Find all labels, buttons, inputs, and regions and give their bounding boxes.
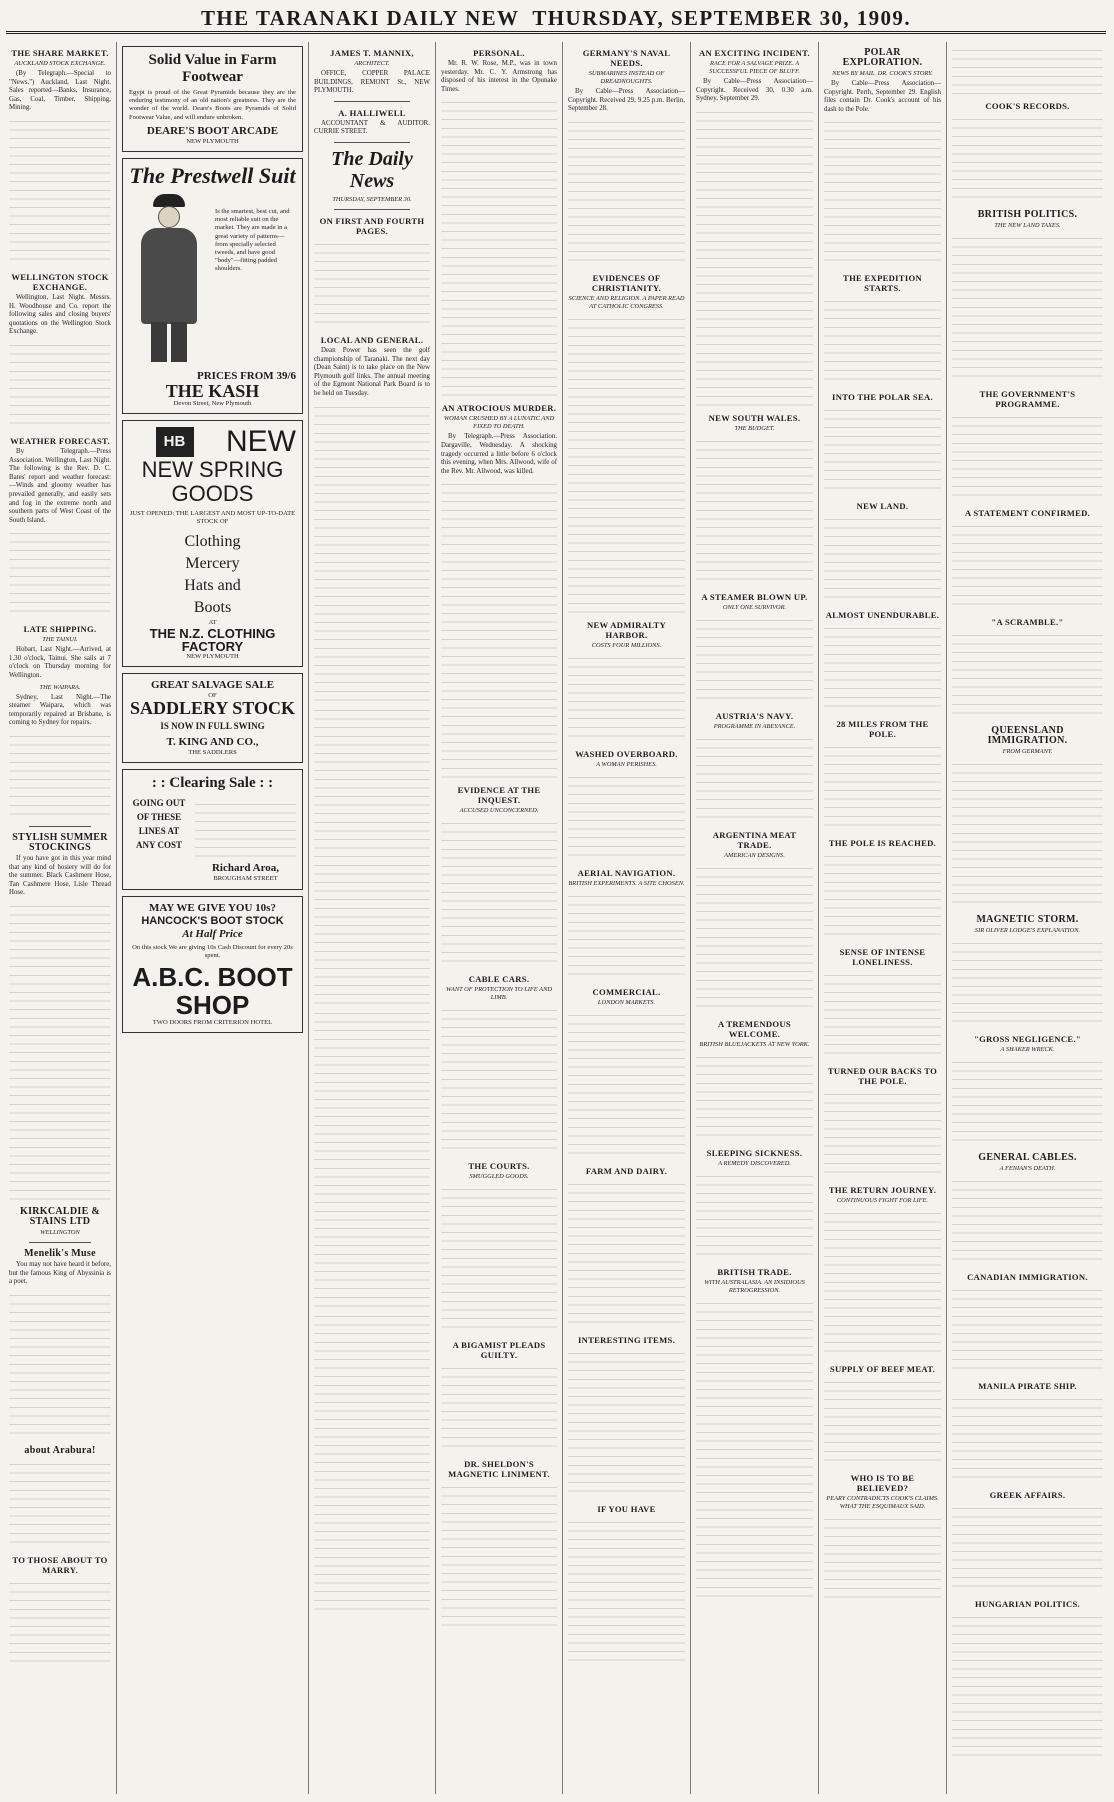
text-block: [568, 314, 685, 614]
text-block: [568, 1517, 685, 1667]
text-block: [441, 1482, 557, 1632]
believed-sub: PEARY CONTRADICTS COOK'S CLAIMS. WHAT THE ESQUIMAUX SAID.: [826, 1495, 939, 1511]
text-block: [696, 436, 813, 586]
tainui-body: Hobart, Last Night.—Arrived, at 1.30 o'clock, Tainui. She sails at 7 o'clock on Thursday morning for Wellington.: [9, 646, 111, 680]
daily-news-date: THURSDAY, SEPTEMBER 30.: [332, 195, 412, 203]
murder-body: By Telegraph.—Press Association. Dargaville, Wednesday. A shocking tragedy occurred a little before 6 o'clock this evening, when Mrs. Allwood, wife of the Rev. Mr. Allwood, was killed.: [441, 433, 557, 475]
t-king-brand: T. KING AND CO.,: [166, 736, 259, 749]
aerial-heading: AERIAL NAVIGATION.: [577, 867, 676, 878]
auckland-exchange-subheading: AUCKLAND STOCK EXCHANGE.: [14, 60, 106, 67]
spring-goods-at: AT: [208, 618, 217, 626]
germany-body: By Cable—Press Association—Copyright. Received 29, 9.25 p.m. Berlin, September 28.: [568, 88, 685, 113]
hb-logo-icon: HB: [156, 427, 194, 457]
unendurable-heading: ALMOST UNENDURABLE.: [825, 610, 940, 621]
general-cables-heading: GENERAL CABLES.: [978, 1152, 1077, 1163]
text-block: [568, 772, 685, 862]
exciting-incident-sub: RACE FOR A SALVAGE PRIZE. A SUCCESSFUL PIECE OF BLUFF.: [709, 60, 800, 75]
cable-cars-heading: CABLE CARS.: [468, 974, 530, 985]
mannix-heading: JAMES T. MANNIX,: [330, 48, 414, 58]
british-politics-sub: THE NEW LAND TAXES.: [994, 222, 1061, 229]
spring-goods-item-4: Boots: [193, 598, 232, 616]
exciting-incident-heading: AN EXCITING INCIDENT.: [699, 48, 810, 58]
text-block: [9, 528, 111, 618]
text-block: [824, 514, 941, 604]
28-miles-heading: 28 MILES FROM THE POLE.: [836, 719, 929, 740]
germany-heading: GERMANY'S NAVAL NEEDS.: [582, 48, 671, 68]
column-6: [690, 42, 818, 1794]
germany-sub: SUBMARINES INSTEAD OF DREADNOUGHTS.: [588, 70, 665, 85]
text-block: [952, 1057, 1103, 1147]
welcome-heading: A TREMENDOUS WELCOME.: [718, 1018, 791, 1039]
text-block: [952, 114, 1103, 204]
column-4: [435, 42, 562, 1794]
steamer-heading: A STEAMER BLOWN UP.: [701, 591, 808, 602]
text-block: [824, 117, 941, 267]
text-block: [952, 759, 1103, 909]
farm-dairy-heading: FARM AND DAIRY.: [585, 1165, 668, 1176]
polar-body: By Cable—Press Association—Copyright. Perth, September 29. English files contain Dr. Cook's account of his dash to the Pole.: [824, 80, 941, 113]
abc-ad-sub: HANCOCK'S BOOT STOCK: [141, 914, 284, 927]
statement-confirmed-heading: A STATEMENT CONFIRMED.: [964, 508, 1091, 518]
admiralty-sub: COSTS FOUR MILLIONS.: [591, 641, 662, 649]
manila-heading: MANILA PIRATE SHIP.: [978, 1381, 1077, 1391]
text-block: [195, 799, 296, 859]
christianity-heading: EVIDENCES OF CHRISTIANITY.: [591, 272, 662, 293]
text-block: [952, 630, 1103, 720]
local-general-body: Dean Power has seen the golf championship of Taranaki. The next day (Dean Saint) is to take place on the New Plymouth golf links. The annual meeting of the Egmont National Park Board is to be held on Tuesday.: [314, 346, 430, 397]
negligence-heading: "GROSS NEGLIGENCE.": [974, 1034, 1081, 1044]
column-5: [562, 42, 690, 1794]
text-block: [441, 479, 557, 779]
cable-cars-sub: WANT OF PROTECTION TO LIFE AND LIMB.: [446, 986, 552, 1002]
text-block: [824, 623, 941, 713]
prestwell-ad-prices: PRICES FROM 39/6: [197, 370, 296, 383]
tainui-subheading: THE TAINUI.: [42, 636, 78, 644]
text-block: [9, 116, 111, 266]
spring-goods-item-3: Hats and: [184, 576, 241, 594]
interesting-items-heading: INTERESTING ITEMS.: [577, 1334, 676, 1345]
prestwell-ad-body: Is the smartest, best cut, and most reliable suit on the market. They are made in a great variety of patterns—from specially selected tweeds, and have good "body"—fitting padded shoulders.: [215, 208, 290, 273]
beef-meat-heading: SUPPLY OF BEEF MEAT.: [829, 1364, 936, 1375]
backs-to-pole-heading: TURNED OUR BACKS TO THE POLE.: [827, 1066, 938, 1087]
marry-heading: TO THOSE ABOUT TO MARRY.: [12, 1554, 108, 1575]
wellington-exchange-body: Wellington, Last Night. Messrs. H. Woodhouse and Co. report the following sales and closing buyers' quotations on the Wellington Stock Exchange.: [9, 293, 111, 336]
polar-sea-heading: INTO THE POLAR SEA.: [832, 392, 933, 403]
text-block: [952, 45, 1103, 95]
kirkcaldie-heading: KIRKCALDIE & STAINS LTD: [20, 1206, 100, 1227]
spring-goods-title: NEW SPRING GOODS: [141, 457, 284, 507]
pages-heading: ON FIRST AND FOURTH PAGES.: [319, 215, 425, 236]
text-block: [314, 402, 430, 702]
overboard-sub: A WOMAN PERISHES.: [596, 760, 657, 768]
steamer-sub: ONLY ONE SURVIVOR.: [722, 603, 787, 611]
text-block: [824, 970, 941, 1060]
text-block: [696, 1171, 813, 1261]
column-7: [818, 42, 946, 1794]
return-journey-heading: THE RETURN JOURNEY.: [828, 1185, 937, 1196]
nz-clothing-factory: THE N.Z. CLOTHING FACTORY: [149, 625, 276, 654]
abc-ad-body: On this stock We are giving 10s Cash Discount for every 20s spent.: [132, 943, 293, 959]
abc-ad-brand: A.B.C. BOOT SHOP: [132, 962, 293, 1021]
column-2-ads: [116, 42, 308, 1794]
polar-heading: POLAR EXPLORATION.: [842, 47, 923, 68]
text-block: [9, 1459, 111, 1549]
weather-forecast-body: By Telegraph.—Press Association. Wellington, Last Night. The following is the Rev. D. C. Bates' report and weather forecast:—Winds and gloomy weather has prevailed generally, and easily sets and fog in the extreme north and southern parts of West Coast of the South Island.: [9, 447, 111, 524]
text-block: [314, 1008, 430, 1308]
spring-goods-new: NEW: [226, 425, 296, 459]
welcome-sub: BRITISH BLUEJACKETS AT NEW YORK.: [699, 1040, 810, 1048]
column-3: [308, 42, 435, 1794]
christianity-sub: SCIENCE AND RELIGION. A PAPER READ AT CATHOLIC CONGRESS.: [568, 294, 685, 310]
kirkcaldie-place: WELLINGTON: [40, 1229, 80, 1236]
man-in-suit-illustration: [129, 194, 209, 364]
argentina-sub: AMERICAN DESIGNS.: [724, 851, 785, 859]
salvage-sale-of: OF: [208, 692, 217, 700]
text-block: [696, 734, 813, 824]
kash-brand: THE KASH: [165, 381, 260, 402]
divider: [29, 826, 91, 827]
late-shipping-heading: LATE SHIPPING.: [23, 624, 97, 635]
text-block: [441, 1005, 557, 1155]
text-block: [696, 1298, 813, 1598]
abc-ad-title: MAY WE GIVE YOU 10s?: [149, 901, 276, 914]
t-king-tag: THE SADDLERS: [188, 749, 237, 757]
text-block: [314, 1311, 430, 1611]
admiralty-heading: NEW ADMIRALTY HARBOR.: [586, 619, 667, 640]
stockings-heading: STYLISH SUMMER STOCKINGS: [12, 832, 108, 854]
text-block: [696, 1052, 813, 1142]
abc-boot-shop-ad: [122, 896, 303, 1034]
believed-heading: WHO IS TO BE BELIEVED?: [850, 1473, 915, 1494]
mannix-body: OFFICE, COPPER PALACE BUILDINGS, REMONT St., NEW PLYMOUTH.: [314, 70, 430, 95]
text-block: [952, 412, 1103, 502]
queensland-sub: FROM GERMANY.: [1002, 748, 1053, 755]
queensland-heading: QUEENSLAND IMMIGRATION.: [987, 725, 1068, 746]
text-block: [314, 239, 430, 329]
government-programme-heading: THE GOVERNMENT'S PROGRAMME.: [979, 389, 1076, 409]
austria-heading: AUSTRIA'S NAVY.: [715, 710, 794, 721]
expedition-heading: THE EXPEDITION STARTS.: [843, 273, 922, 294]
text-block: [824, 742, 941, 832]
text-block: [952, 1503, 1103, 1593]
waipara-subheading: THE WAIPARA.: [39, 683, 81, 691]
text-block: [952, 233, 1103, 383]
commercial-heading: COMMERCIAL.: [592, 986, 661, 997]
courts-sub: SMUGGLED GOODS.: [469, 1173, 529, 1181]
text-block: [568, 1010, 685, 1160]
text-block: [441, 1184, 557, 1334]
wellington-exchange-heading: WELLINGTON STOCK EXCHANGE.: [11, 271, 109, 292]
general-cables-sub: A FENIAN'S DEATH.: [999, 1165, 1056, 1172]
text-block: [568, 891, 685, 981]
canadian-immigration-heading: CANADIAN IMMIGRATION.: [967, 1272, 1088, 1282]
text-block: [9, 340, 111, 430]
text-block: [568, 653, 685, 743]
british-trade-sub: WITH AUSTRALASIA. AN INSIDIOUS RETROGRESSION.: [704, 1278, 805, 1294]
scramble-heading: "A SCRAMBLE.": [991, 617, 1064, 627]
column-8: [946, 42, 1108, 1794]
murder-sub: WOMAN CRUSHED BY A LUNATIC AND FIXED TO DEATH.: [443, 415, 555, 431]
text-block: [441, 818, 557, 968]
masthead: [6, 4, 1106, 34]
cooks-records-heading: COOK'S RECORDS.: [985, 101, 1070, 111]
text-block: [9, 1290, 111, 1440]
deares-ad-title: Solid Value in Farm Footwear: [148, 52, 277, 85]
commercial-sub: LONDON MARKETS.: [597, 998, 656, 1006]
text-block: [9, 1578, 111, 1668]
text-block: [314, 705, 430, 1005]
weather-forecast-heading: WEATHER FORECAST.: [10, 435, 110, 446]
sleeping-sickness-sub: A REMEDY DISCOVERED.: [718, 1159, 791, 1167]
clearing-sale-title: : : Clearing Sale : :: [151, 775, 274, 792]
spring-goods-item-1: Clothing: [184, 532, 241, 550]
loneliness-heading: SENSE OF INTENSE LONELINESS.: [839, 947, 926, 968]
return-journey-sub: CONTINUOUS FIGHT FOR LIFE.: [836, 1197, 929, 1205]
stockings-body: If you have got in this year mind that any kind of hosiery will do for the summer. Black Cashmere Hose, Tan Cashmere Hose, Lisle Thread Hose.: [9, 855, 111, 897]
clearing-sale-ad: [122, 769, 303, 889]
halliwell-heading: A. HALLIWELL: [338, 107, 406, 118]
mannix-sub: ARCHITECT.: [354, 60, 390, 67]
deares-ad-body: Egypt is proud of the Great Pyramids because they are the enduring testimony of an old nation's greatness. They are the wonder of the world. Deare's Boots are Pyramids of Solid Footwear Value, and will endure unbroken.: [129, 89, 296, 121]
if-you-have-heading: IF YOU HAVE: [597, 1503, 656, 1514]
masthead-title: THE TARANAKI DAILY NEW THURSDAY, SEPTEMBER 30, 1909.: [201, 6, 911, 30]
richard-aroa-place: BROUGHAM STREET: [213, 875, 278, 883]
negligence-sub: A SHAKER WRECK.: [1000, 1046, 1055, 1053]
text-block: [952, 521, 1103, 611]
text-block: [568, 1348, 685, 1498]
inquest-heading: EVIDENCE AT THE INQUEST.: [457, 785, 541, 806]
arabura-heading: about Arabura!: [24, 1444, 96, 1456]
text-block: [824, 296, 941, 386]
spring-goods-ad: [122, 420, 303, 667]
text-block: [824, 851, 941, 941]
divider: [334, 142, 410, 143]
richard-aroa-brand: Richard Aroa,: [211, 862, 280, 875]
text-block: [696, 863, 813, 1013]
british-trade-heading: BRITISH TRADE.: [717, 1266, 792, 1277]
text-block: [824, 1089, 941, 1179]
auckland-exchange-body: (By Telegraph.—Special to "News.") Auckland, Last Night. Sales reported—Banks, Insurance, Gas, Coal, Timber, Shipping, Mining.: [9, 70, 111, 112]
menelik-body: You may not have heard it before, but the famous King of Abyssinia is a poet.: [9, 1261, 111, 1286]
prestwell-ad: [122, 158, 303, 414]
exciting-incident-body: By Cable—Press Association—Copyright. Received 30, 0.30 a.m. Sydney, September 29.: [696, 78, 813, 103]
abc-ad-place: TWO DOORS FROM CRITERION HOTEL: [152, 1019, 273, 1027]
overboard-heading: WASHED OVERBOARD.: [575, 748, 678, 759]
deares-ad: [122, 46, 303, 152]
murder-heading: AN ATROCIOUS MURDER.: [441, 403, 557, 414]
text-block: [952, 938, 1103, 1028]
menelik-heading: Menelik's Muse: [24, 1248, 96, 1259]
courts-heading: THE COURTS.: [468, 1161, 530, 1172]
austria-sub: PROGRAMME IN ABEYANCE.: [713, 722, 796, 730]
column-1: [4, 42, 116, 1794]
deares-ad-brand: DEARE'S BOOT ARCADE: [146, 124, 279, 137]
divider: [334, 209, 410, 210]
clearing-sale-left: GOING OUT OF THESE LINES AT ANY COST: [132, 798, 186, 851]
share-market-heading: THE SHARE MARKET.: [11, 48, 109, 58]
text-block: [568, 117, 685, 267]
text-block: [952, 1612, 1103, 1762]
kash-place: Devon Street, New Plymouth: [173, 400, 252, 408]
text-block: [696, 615, 813, 705]
new-land-heading: NEW LAND.: [856, 501, 909, 512]
waipara-body: Sydney, Last Night.—The steamer Waipara, which was temporarily repaired at Brisbane, is coming to Sydney for repairs.: [9, 693, 111, 727]
text-block: [441, 97, 557, 397]
deares-ad-place: NEW PLYMOUTH: [186, 137, 239, 145]
personal-heading: PERSONAL.: [473, 48, 525, 58]
halliwell-body: ACCOUNTANT & AUDITOR. CURRIE STREET.: [314, 119, 430, 136]
sleeping-sickness-heading: SLEEPING SICKNESS.: [706, 1147, 803, 1158]
text-block: [568, 1179, 685, 1329]
salvage-sale-body: IS NOW IN FULL SWING: [160, 721, 265, 732]
greek-affairs-heading: GREEK AFFAIRS.: [989, 1490, 1066, 1500]
magnetic-storm-heading: MAGNETIC STORM.: [976, 914, 1079, 925]
divider: [334, 101, 410, 102]
text-block: [9, 901, 111, 1201]
daily-news-nameplate: The Daily News: [331, 147, 413, 192]
spring-goods-item-2: Mercery: [185, 554, 240, 572]
magnetic-storm-sub: SIR OLIVER LODGE'S EXPLANATION.: [974, 927, 1081, 934]
text-block: [952, 1285, 1103, 1375]
text-block: [824, 405, 941, 495]
bigamist-heading: A BIGAMIST PLEADS GUILTY.: [452, 1340, 546, 1361]
prestwell-ad-title: The Prestwell Suit: [129, 163, 296, 189]
text-block: [952, 1394, 1103, 1484]
text-block: [952, 1176, 1103, 1266]
text-block: [824, 1208, 941, 1358]
text-block: [824, 1377, 941, 1467]
text-block: [696, 107, 813, 407]
salvage-sale-ad: [122, 673, 303, 763]
saddlery-stock: SADDLERY STOCK: [130, 698, 295, 719]
hungarian-heading: HUNGARIAN POLITICS.: [974, 1599, 1081, 1609]
nsw-heading: NEW SOUTH WALES.: [708, 412, 801, 423]
polar-sub: NEWS BY MAIL. DR. COOK'S STORY.: [832, 70, 933, 77]
personal-body: Mr. R. W. Rose, M.P., was in town yesterday. Mr. C. Y. Armstrong has disposed of his interest in the Opunake Times.: [441, 60, 557, 93]
nz-clothing-place: NEW PLYMOUTH: [186, 652, 239, 660]
text-block: [824, 1514, 941, 1604]
pole-reached-heading: THE POLE IS REACHED.: [828, 838, 937, 849]
text-block: [441, 1363, 557, 1453]
argentina-heading: ARGENTINA MEAT TRADE.: [712, 829, 797, 850]
sheldon-heading: DR. SHELDON'S MAGNETIC LINIMENT.: [448, 1459, 550, 1480]
divider: [29, 1242, 91, 1243]
text-block: [9, 731, 111, 821]
inquest-sub: ACCUSED UNCONCERNED.: [459, 807, 539, 815]
local-general-heading: LOCAL AND GENERAL.: [320, 334, 424, 345]
spring-goods-sub: JUST OPENED: THE LARGEST AND MOST UP-TO-DATE STOCK OF: [129, 510, 296, 526]
aerial-sub: BRITISH EXPERIMENTS. A SITE CHOSEN.: [568, 879, 685, 887]
salvage-sale-title: GREAT SALVAGE SALE: [150, 679, 275, 692]
british-politics-heading: BRITISH POLITICS.: [977, 209, 1078, 220]
abc-ad-half: At Half Price: [182, 927, 243, 940]
nsw-sub: THE BUDGET.: [734, 424, 775, 432]
